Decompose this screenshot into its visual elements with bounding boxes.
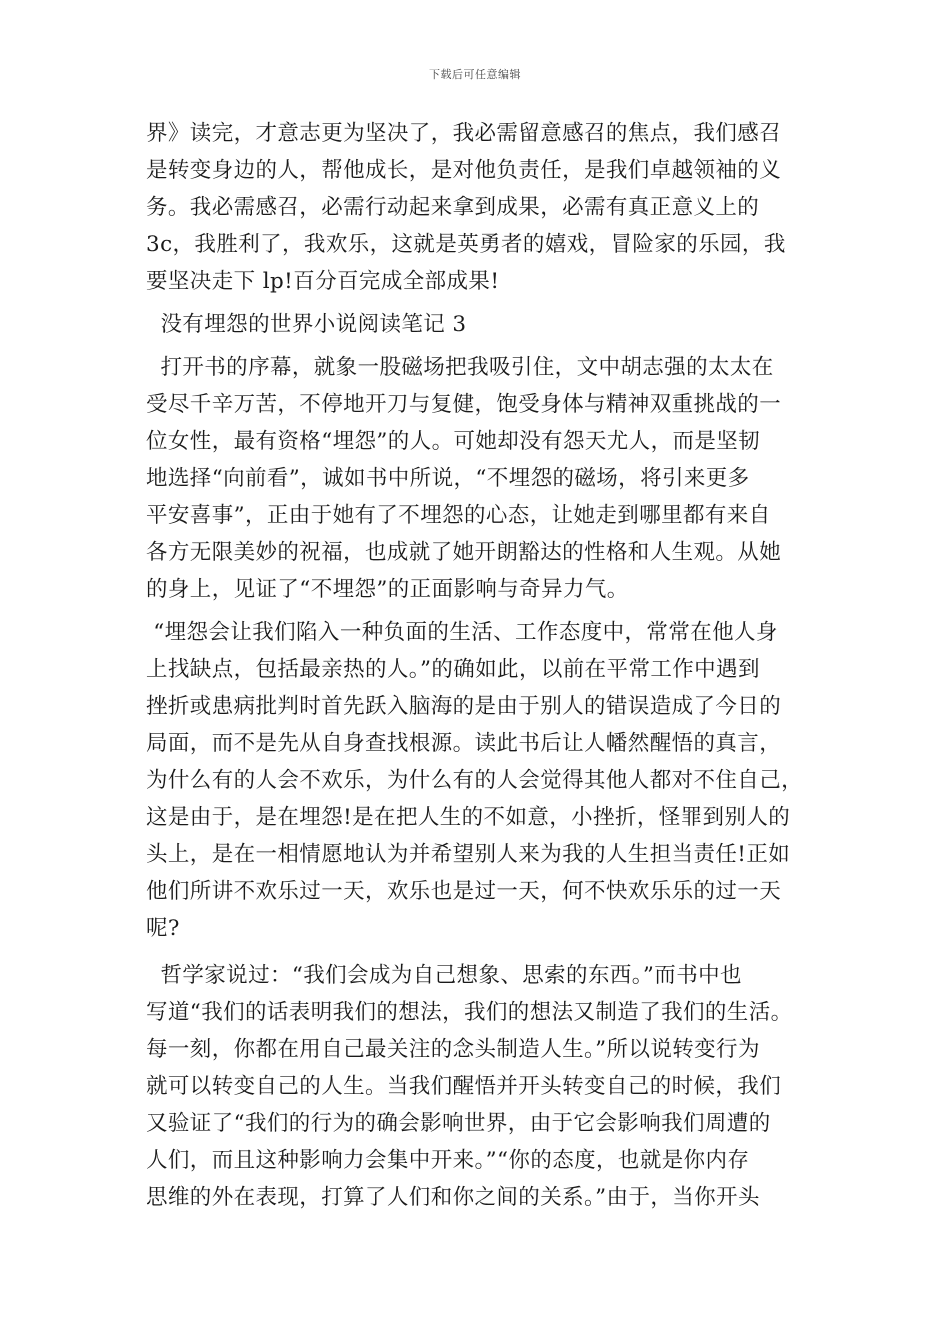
page-header: 下载后可任意编辑 xyxy=(429,68,521,81)
paragraph-1 xyxy=(146,115,808,300)
text-line: 位女性，最有资格“埋怨”的人。可她却没有怨天尤人，而是坚韧 xyxy=(146,429,761,454)
text-line: 就可以转变自己的人生。当我们醒悟并开头转变自己的时候，我们 xyxy=(146,1074,782,1099)
text-line: 挫折或患病批判时首先跃入脑海的是由于别人的错误造成了今日的 xyxy=(146,694,782,719)
text-line: 界》读完，才意志更为坚决了，我必需留意感召的焦点，我们感召 xyxy=(146,121,782,146)
text-line: 的身上，见证了“不埋怨”的正面影响与奇异力气。 xyxy=(146,577,629,602)
text-line: 地选择“向前看”，诚如书中所说，“不埋怨的磁场，将引来更多 xyxy=(146,466,750,491)
text-line: 打开书的序幕，就象一股磁场把我吸引住，文中胡志强的太太在 xyxy=(146,355,774,380)
text-line: 呢? xyxy=(146,916,180,941)
text-line: 头上，是在一相情愿地认为并希望别人来为我的人生担当责任!正如 xyxy=(146,842,791,867)
text-line: 哲学家说过：“我们会成为自己想象、思索的东西。”而书中也 xyxy=(146,963,742,988)
text-line: 他们所讲不欢乐过一天，欢乐也是过一天，何不快欢乐乐的过一天 xyxy=(146,879,782,904)
document-body xyxy=(146,115,808,1216)
text-line: “埋怨会让我们陷入一种负面的生活、工作态度中，常常在他人身 xyxy=(146,620,778,645)
text-line: 务。我必需感召，必需行动起来拿到成果，必需有真正意义上的 xyxy=(146,195,760,220)
text-line: 上找缺点，包括最亲热的人。”的确如此，以前在平常工作中遇到 xyxy=(146,657,760,682)
text-line: 每一刻，你都在用自己最关注的念头制造人生。”所以说转变行为 xyxy=(146,1037,760,1062)
text-line: 是转变身边的人，帮他成长，是对他负责任，是我们卓越领袖的义 xyxy=(146,158,782,183)
text-line: 3c，我胜利了，我欢乐，这就是英勇者的嬉戏，冒险家的乐园，我 xyxy=(146,232,786,257)
text-line: 又验证了“我们的行为的确会影响世界，由于它会影响我们周遭的 xyxy=(146,1111,771,1136)
text-line: 写道“我们的话表明我们的想法，我们的想法又制造了我们的生活。 xyxy=(146,1000,793,1025)
text-line: 各方无限美妙的祝福，也成就了她开朗豁达的性格和人生观。从她 xyxy=(146,540,782,565)
text-line: 局面，而不是先从自身查找根源。读此书后让人幡然醒悟的真言， xyxy=(146,731,782,756)
text-line: 要坚决走下 lp!百分百完成全部成果! xyxy=(146,269,500,294)
text-line: 受尽千辛万苦，不停地开刀与复健，饱受身体与精神双重挑战的一 xyxy=(146,392,782,417)
text-line: 思维的外在表现，打算了人们和你之间的关系。”由于，当你开头 xyxy=(146,1185,760,1210)
text-line: 人们，而且这种影响力会集中开来。”“你的态度，也就是你内存 xyxy=(146,1148,750,1173)
paragraph-4 xyxy=(146,957,808,1216)
text-line: 平安喜事”，正由于她有了不埋怨的心态，让她走到哪里都有来自 xyxy=(146,503,771,528)
text-line: 为什么有的人会不欢乐，为什么有的人会觉得其他人都对不住自己， xyxy=(146,768,804,793)
text-line: 这是由于，是在埋怨!是在把人生的不如意，小挫折，怪罪到别人的 xyxy=(146,805,791,830)
section-heading xyxy=(146,306,808,343)
section-heading-text: 没有埋怨的世界小说阅读笔记 3 xyxy=(146,312,467,337)
paragraph-3 xyxy=(146,614,808,947)
paragraph-2 xyxy=(146,349,808,608)
